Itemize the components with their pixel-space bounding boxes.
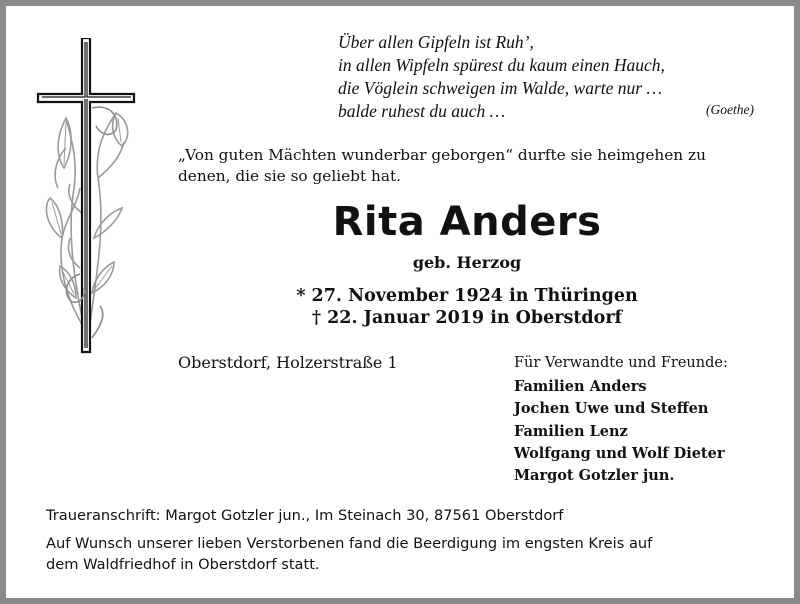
mourner-name: Jochen Uwe und Steffen — [514, 400, 709, 417]
mourner-name: Wolfgang und Wolf Dieter — [514, 445, 725, 462]
mourner-name: Familien Lenz — [514, 423, 628, 440]
quote-line-2: denen, die sie so geliebt hat. — [178, 167, 401, 185]
birth-name: geb. Herzog — [412, 253, 522, 272]
birth-date: * 27. November 1924 in Thüringen — [296, 286, 638, 306]
mourner-name: Margot Gotzler jun. — [514, 467, 675, 484]
mourners-intro: Für Verwandte und Freunde: — [514, 355, 728, 371]
funeral-note-line-2: dem Waldfriedhof in Oberstdorf statt. — [46, 556, 320, 573]
death-date: † 22. Januar 2019 in Oberstdorf — [311, 308, 623, 328]
deceased-name: Rita Anders — [332, 199, 602, 245]
poem-line-4: balde ruhest du auch … — [338, 101, 506, 121]
poem-line-2: in allen Wipfeln spürest du kaum einen Hauch, — [338, 55, 665, 75]
poem-author: (Goethe) — [706, 102, 754, 117]
poem-line-1: Über allen Gipfeln ist Ruh’, — [338, 32, 534, 52]
mourning-address: Traueranschrift: Margot Gotzler jun., Im Steinach 30, 87561 Oberstdorf — [46, 507, 564, 524]
quote-line-1: „Von guten Mächten wunderbar geborgen“ durfte sie heimgehen zu — [178, 146, 706, 164]
residence-address: Oberstdorf, Holzerstraße 1 — [178, 353, 398, 372]
mourner-name: Familien Anders — [514, 378, 647, 395]
funeral-note-line-1: Auf Wunsch unserer lieben Verstorbenen fand die Beerdigung im engsten Kreis auf — [46, 535, 653, 552]
poem-line-3: die Vöglein schweigen im Walde, warte nur … — [338, 78, 663, 98]
